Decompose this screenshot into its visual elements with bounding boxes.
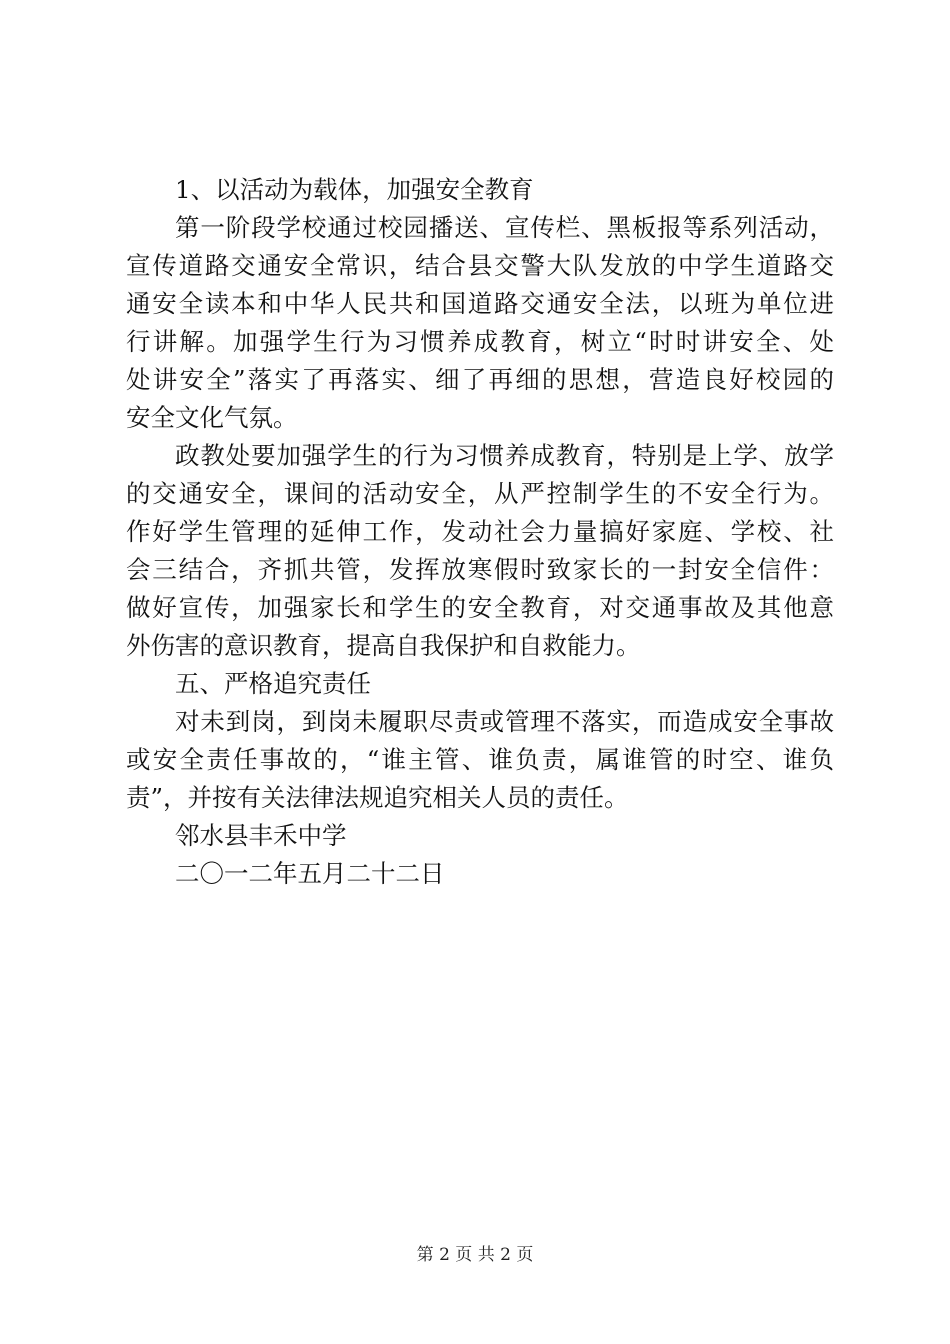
paragraph-line: 处讲安全”落实了再落实、细了再细的思想，营造良好校园的 [126, 365, 834, 394]
paragraph-line: 安全文化气氛。 [126, 403, 298, 432]
paragraph-line: 作好学生管理的延伸工作，发动社会力量搞好家庭、学校、社 [126, 517, 834, 546]
document-body [126, 171, 834, 893]
section-heading: 五、严格追究责任 [175, 669, 371, 698]
paragraph-line: 的交通安全，课间的活动安全，从严控制学生的不安全行为。 [126, 479, 834, 508]
page-number-footer: 第 2 页 共 2 页 [416, 1245, 534, 1265]
paragraph-line: 行讲解。加强学生行为习惯养成教育，树立“时时讲安全、处 [126, 327, 834, 356]
signature-organization: 邻水县丰禾中学 [175, 821, 347, 850]
paragraph-line: 通安全读本和中华人民共和国道路交通安全法，以班为单位进 [126, 289, 834, 318]
paragraph-line: 责”，并按有关法律法规追究相关人员的责任。 [126, 783, 629, 812]
paragraph-line: 政教处要加强学生的行为习惯养成教育，特别是上学、放学 [175, 441, 834, 470]
signature-date: 二〇一二年五月二十二日 [175, 859, 445, 888]
paragraph-line: 宣传道路交通安全常识，结合县交警大队发放的中学生道路交 [126, 251, 834, 280]
paragraph-line: 做好宣传，加强家长和学生的安全教育，对交通事故及其他意 [126, 593, 834, 622]
paragraph-line: 第一阶段学校通过校园播送、宣传栏、黑板报等系列活动， [175, 213, 834, 242]
paragraph-line: 对未到岗，到岗未履职尽责或管理不落实，而造成安全事故 [175, 707, 834, 736]
paragraph-line: 外伤害的意识教育，提高自我保护和自救能力。 [126, 631, 641, 660]
paragraph-line: 会三结合，齐抓共管，发挥放寒假时致家长的一封安全信件： [126, 555, 834, 584]
section-heading: 1、以活动为载体，加强安全教育 [175, 175, 534, 204]
paragraph-line: 或安全责任事故的，“谁主管、谁负责，属谁管的时空、谁负 [126, 745, 834, 774]
